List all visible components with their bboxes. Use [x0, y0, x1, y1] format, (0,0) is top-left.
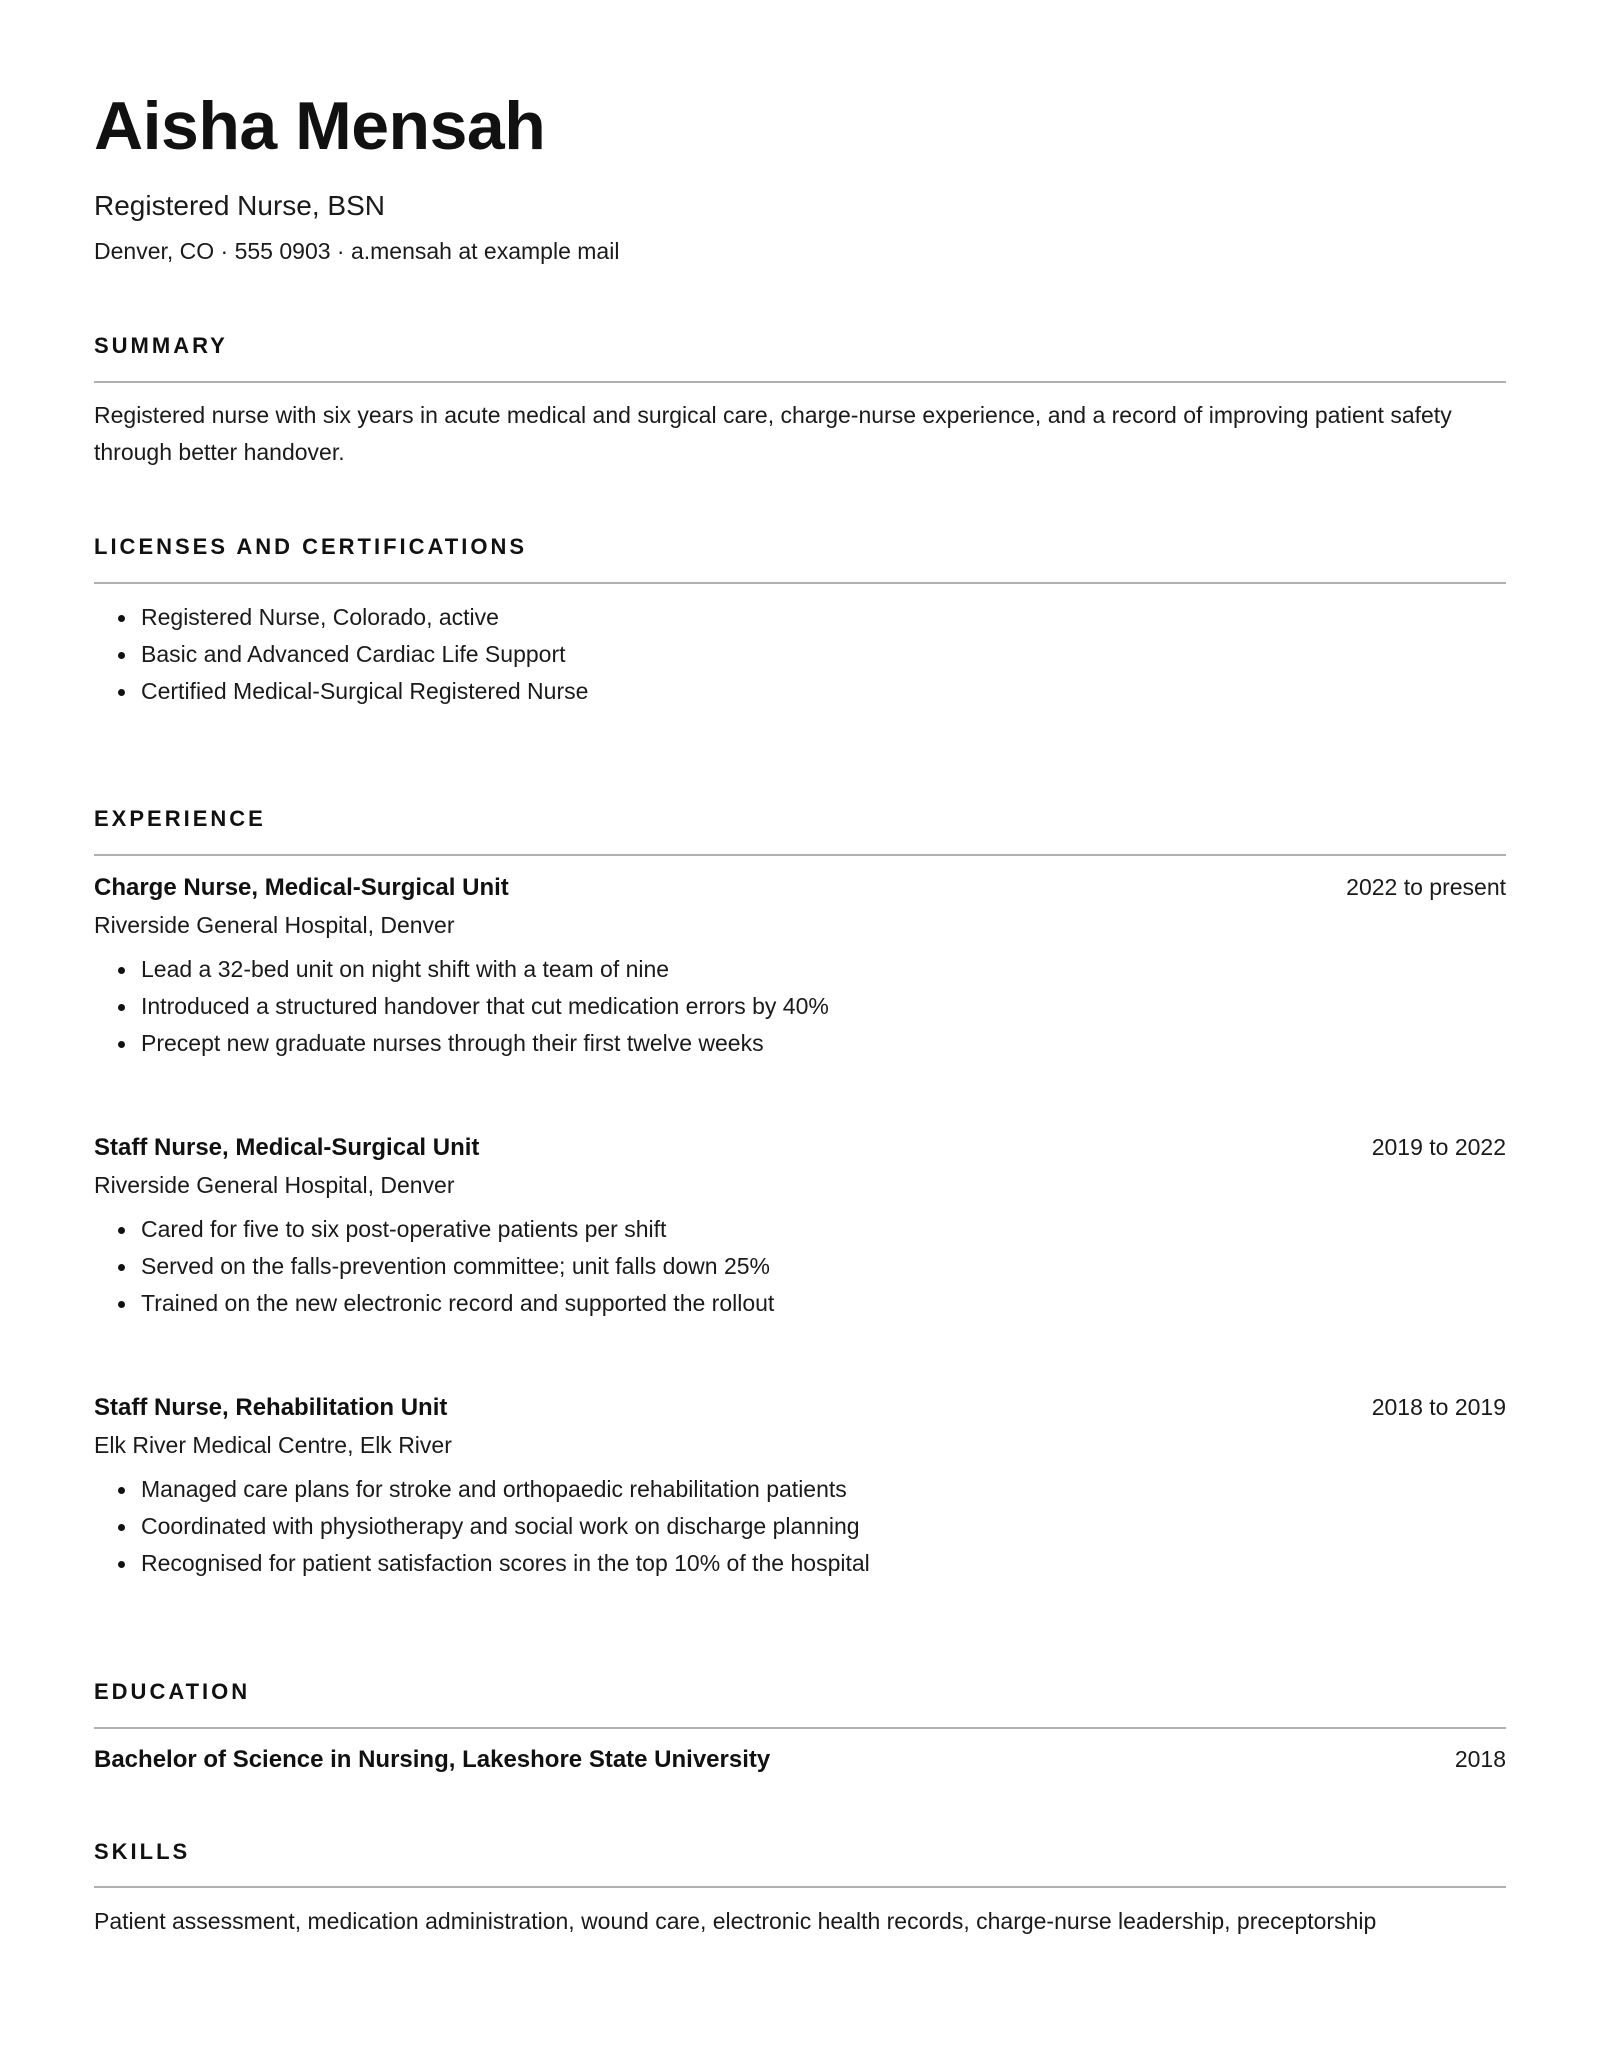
licenses-list — [94, 599, 588, 710]
skills-text: Patient assessment, medication administration, wound care, electronic health records, charge-nurse leadership, preceptorship — [94, 1908, 1377, 1934]
license-item: Registered Nurse, Colorado, active — [141, 604, 499, 630]
education-heading: EDUCATION — [94, 1679, 251, 1704]
list-item — [94, 1211, 774, 1248]
bullet-icon — [118, 1227, 125, 1234]
summary-divider — [94, 381, 1506, 383]
job-organization: Riverside General Hospital, Denver — [94, 912, 455, 938]
list-item — [94, 636, 588, 673]
list-item — [94, 988, 829, 1025]
job-bullets — [94, 1211, 774, 1322]
job-bullets — [94, 1471, 870, 1582]
job-bullet: Cared for five to six post-operative patients per shift — [141, 1216, 667, 1242]
job-bullet: Managed care plans for stroke and orthopaedic rehabilitation patients — [141, 1476, 847, 1502]
list-item — [94, 951, 829, 988]
bullet-icon — [118, 1004, 125, 1011]
job-bullet: Served on the falls-prevention committee; unit falls down 25% — [141, 1253, 770, 1279]
job-bullet: Recognised for patient satisfaction scores in the top 10% of the hospital — [141, 1550, 870, 1576]
education-divider — [94, 1727, 1506, 1729]
list-item — [94, 1285, 774, 1322]
job-dates: 2022 to present — [1346, 874, 1506, 900]
job-bullet: Lead a 32-bed unit on night shift with a team of nine — [141, 956, 670, 982]
list-item — [94, 1248, 774, 1285]
job-title: Charge Nurse, Medical-Surgical Unit — [94, 874, 509, 901]
education-degree: Bachelor of Science in Nursing, Lakeshore State University — [94, 1746, 771, 1773]
list-item — [94, 1471, 870, 1508]
job-organization: Riverside General Hospital, Denver — [94, 1172, 455, 1198]
job-title: Staff Nurse, Rehabilitation Unit — [94, 1394, 448, 1421]
job-dates: 2018 to 2019 — [1371, 1394, 1506, 1420]
bullet-icon — [118, 967, 125, 974]
bullet-icon — [118, 652, 125, 659]
summary-text: Registered nurse with six years in acute medical and surgical care, charge-nurse experience, and a record of improving patient safety through better handover. — [94, 402, 1452, 465]
job-bullet: Coordinated with physiotherapy and social work on discharge planning — [141, 1513, 860, 1539]
bullet-icon — [118, 1524, 125, 1531]
candidate-name: Aisha Mensah — [94, 88, 546, 164]
bullet-icon — [118, 1487, 125, 1494]
job-bullets — [94, 951, 829, 1062]
list-item — [94, 1545, 870, 1582]
licenses-heading: LICENSES AND CERTIFICATIONS — [94, 534, 528, 559]
list-item — [94, 673, 588, 710]
bullet-icon — [118, 615, 125, 622]
contact-line: Denver, CO · 555 0903 · a.mensah at example mail — [94, 238, 620, 264]
job-title: Staff Nurse, Medical-Surgical Unit — [94, 1134, 480, 1161]
bullet-icon — [118, 1561, 125, 1568]
job-bullet: Introduced a structured handover that cut medication errors by 40% — [141, 993, 829, 1019]
bullet-icon — [118, 1264, 125, 1271]
summary-heading: SUMMARY — [94, 333, 228, 358]
candidate-headline: Registered Nurse, BSN — [94, 190, 386, 221]
list-item — [94, 1025, 829, 1062]
license-item: Basic and Advanced Cardiac Life Support — [141, 641, 566, 667]
job-dates: 2019 to 2022 — [1371, 1134, 1506, 1160]
licenses-divider — [94, 582, 1506, 584]
license-item: Certified Medical-Surgical Registered Nurse — [141, 678, 589, 704]
job-organization: Elk River Medical Centre, Elk River — [94, 1432, 452, 1458]
list-item — [94, 1508, 870, 1545]
job-bullet: Trained on the new electronic record and supported the rollout — [141, 1290, 775, 1316]
education-year: 2018 — [1454, 1746, 1506, 1772]
bullet-icon — [118, 1041, 125, 1048]
experience-heading: EXPERIENCE — [94, 806, 266, 831]
experience-divider — [94, 854, 1506, 856]
bullet-icon — [118, 1301, 125, 1308]
skills-divider — [94, 1886, 1506, 1888]
bullet-icon — [118, 689, 125, 696]
list-item — [94, 599, 588, 636]
skills-heading: SKILLS — [94, 1839, 191, 1864]
job-bullet: Precept new graduate nurses through their first twelve weeks — [141, 1030, 764, 1056]
